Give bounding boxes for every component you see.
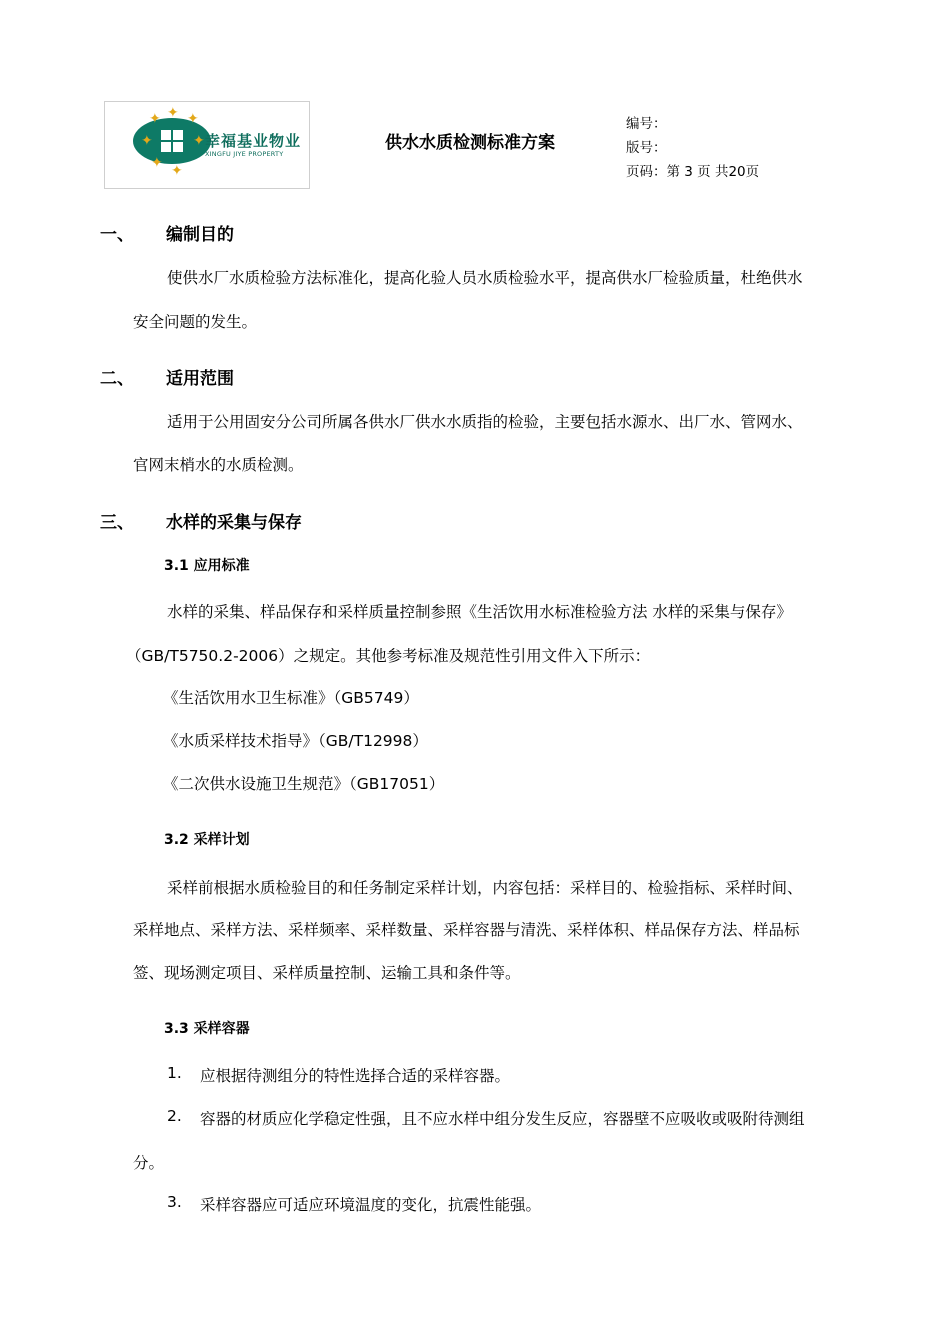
doc-version-label: 版号：: [626, 140, 667, 156]
star-icon: ✦: [171, 163, 183, 179]
paragraph-line: 使供水厂水质检验方法标准化，提高化验人员水质检验水平，提高供水厂检验质量，杜绝供水: [167, 269, 803, 287]
logo-text-cn: 幸福基业物业: [205, 132, 302, 150]
subsection-title: 3.3 采样容器: [164, 1021, 250, 1037]
star-icon: ✦: [187, 111, 199, 127]
star-icon: ✦: [193, 133, 205, 149]
section-number: 一、: [100, 225, 134, 245]
subsection-title: 3.1 应用标准: [164, 558, 250, 574]
doc-page-label: 页码：第 3 页 共20页: [626, 164, 760, 180]
list-item-text: 容器的材质应化学稳定性强，且不应水样中组分发生反应，容器壁不应吸收或吸附待测组: [200, 1110, 805, 1128]
reference-item: 《二次供水设施卫生规范》（GB17051）: [163, 775, 445, 793]
list-item-text: 应根据待测组分的特性选择合适的采样容器。: [200, 1067, 511, 1085]
reference-item: 《生活饮用水卫生标准》（GB5749）: [163, 689, 419, 707]
paragraph-line: 采样地点、采样方法、采样频率、采样数量、采样容器与清洗、采样体积、样品保存方法、样品标: [133, 921, 800, 939]
list-item-text: 分。: [133, 1154, 165, 1172]
subsection-title: 3.2 采样计划: [164, 832, 250, 848]
logo-text-en: XINGFU JIYE PROPERTY: [205, 150, 284, 158]
reference-item: 《水质采样技术指导》（GB/T12998）: [163, 732, 428, 750]
section-number: 三、: [100, 513, 134, 533]
section-title: 适用范围: [166, 369, 234, 389]
logo-grid-icon: [161, 130, 183, 152]
doc-number-label: 编号：: [626, 116, 667, 132]
paragraph-line: 适用于公用固安分公司所属各供水厂供水水质指的检验，主要包括水源水、出厂水、管网水、: [167, 413, 803, 431]
list-item-number: 3.: [167, 1193, 182, 1211]
paragraph-line: 安全问题的发生。: [133, 313, 258, 331]
paragraph-line: 采样前根据水质检验目的和任务制定采样计划，内容包括：采样目的、检验指标、采样时间、: [167, 879, 803, 897]
paragraph-line: 水样的采集、样品保存和采样质量控制参照《生活饮用水标准检验方法 水样的采集与保存》: [167, 603, 792, 621]
star-icon: ✦: [141, 133, 153, 149]
list-item-number: 1.: [167, 1064, 182, 1082]
star-icon: ✦: [149, 111, 161, 127]
paragraph-line: 官网末梢水的水质检测。: [133, 456, 304, 474]
section-title: 编制目的: [166, 225, 234, 245]
star-icon: ✦: [167, 105, 179, 121]
document-title: 供水水质检测标准方案: [385, 133, 555, 153]
paragraph-line: （GB/T5750.2-2006）之规定。其他参考标准及规范性引用文件入下所示：: [126, 647, 651, 665]
section-number: 二、: [100, 369, 134, 389]
section-title: 水样的采集与保存: [166, 513, 302, 533]
list-item-text: 采样容器应可适应环境温度的变化，抗震性能强。: [200, 1196, 542, 1214]
paragraph-line: 签、现场测定项目、采样质量控制、运输工具和条件等。: [133, 964, 521, 982]
company-logo: [104, 101, 310, 189]
list-item-number: 2.: [167, 1107, 182, 1125]
star-icon: ✦: [151, 155, 163, 171]
